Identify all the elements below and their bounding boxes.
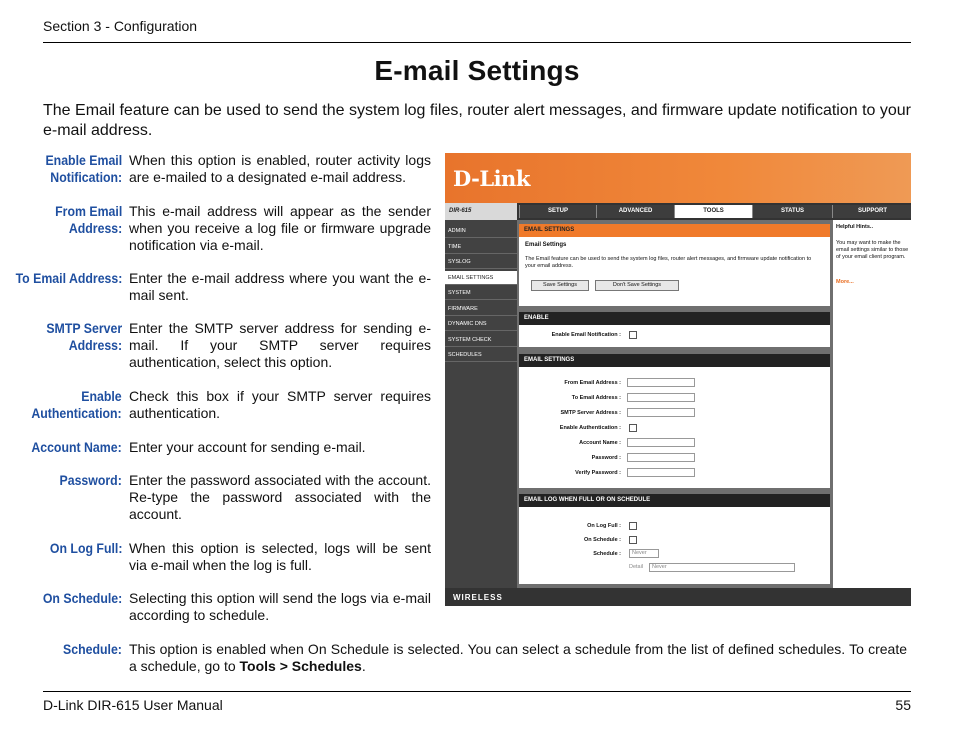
term-line: On Schedule: [42,590,122,606]
top-nav [445,203,911,220]
log-full-label: On Log Full : [587,523,621,529]
save-settings-button[interactable]: Save Settings [531,280,589,291]
term-line: Authentication: [31,405,122,421]
main-panel [519,220,831,588]
footer-rule [43,691,911,692]
definition-term [55,203,122,237]
model-label: DIR-615 [445,203,517,220]
term-line: Enable [81,388,122,404]
field-label: Account Name : [579,440,621,446]
schedule-label: Schedule : [593,551,621,557]
dlink-banner [445,153,911,203]
dont-save-settings-button[interactable]: Don't Save Settings [595,280,679,291]
sidebar-item-email-settings[interactable]: EMAIL SETTINGS [445,271,517,285]
log-full-checkbox[interactable] [629,522,637,530]
dlink-logo: D-Link [453,166,530,191]
nav-tab-advanced[interactable]: ADVANCED [596,205,674,218]
detail-field: Never [649,563,795,572]
email-settings-intro-box [519,224,830,306]
nav-tab-setup[interactable]: SETUP [519,205,596,218]
hints-title: Helpful Hints.. [836,224,873,230]
definition-description: Enter the SMTP server address for sending e-mail. If your SMTP server requires authentication, select this option. [129,320,431,370]
sidebar-item-syslog[interactable]: SYSLOG [445,255,517,269]
nav-tab-status[interactable]: STATUS [752,205,832,218]
field-input[interactable] [627,468,695,477]
field-input[interactable] [627,393,695,402]
wireless-label: WIRELESS [453,593,503,602]
term-line: Address: [68,220,122,236]
term-line: From Email [54,203,122,219]
header-rule [43,42,911,43]
sidebar-item-time[interactable]: TIME [445,240,517,254]
sidebar-item-admin[interactable]: ADMIN [445,224,517,238]
desc-bold-path: Tools > Schedules [239,658,362,674]
field-input[interactable] [627,408,695,417]
definition-term [15,270,122,287]
desc-text: This option is enabled when On Schedule is selected. You can select a schedule from the list of defined schedules. To create a schedule, go to [129,641,907,674]
definition-term [43,590,122,607]
sidebar-item-firmware[interactable]: FIRMWARE [445,302,517,316]
enable-authentication-checkbox[interactable] [629,424,637,432]
definition-term [63,641,122,658]
router-screenshot [445,153,911,606]
field-label: Password : [591,455,621,461]
schedule-select[interactable]: Never [629,549,659,558]
term-line: Enable Email [45,152,122,168]
term-line: Password: [59,472,122,488]
page-number: 55 [895,697,911,713]
field-label: To Email Address : [571,395,621,401]
field-label: Verify Password : [575,470,621,476]
on-schedule-label: On Schedule : [584,537,621,543]
sidebar-item-system-check[interactable]: SYSTEM CHECK [445,333,517,347]
field-label: Enable Authentication : [559,425,621,431]
enable-box [519,312,830,347]
definition-description: Check this box if your SMTP server requires authentication. [129,388,431,421]
definition-term [32,439,122,456]
definition-description: When this option is selected, logs will be sent via e-mail when the log is full. [129,540,431,573]
enable-notification-label: Enable Email Notification : [551,332,621,338]
sidebar-item-dynamic-dns[interactable]: DYNAMIC DNS [445,317,517,331]
definition-term [49,540,122,557]
term-line: On Log Full: [49,540,122,556]
definition-description: This e-mail address will appear as the sender when you receive a log file or firmware upgrade notification via e-mail. [129,203,431,253]
helpful-hints [833,220,911,588]
term-line: To Email Address: [15,270,122,286]
field-input[interactable] [627,438,695,447]
sidebar [445,220,517,606]
field-input[interactable] [627,453,695,462]
definition-description: Enter the e-mail address where you want the e-mail sent. [129,270,431,303]
email-log-heading: EMAIL LOG WHEN FULL OR ON SCHEDULE [519,494,830,507]
sidebar-item-schedules[interactable]: SCHEDULES [445,348,517,362]
definition-description: Enter the password associated with the account. Re-type the password associated with the account. [129,472,431,522]
on-schedule-checkbox[interactable] [629,536,637,544]
panel-description: The Email feature can be used to send the system log files, router alert messages, and firmware update notification to your email address. [525,256,812,269]
definition-term [45,152,122,186]
term-line: Address: [68,337,122,353]
definition-term [60,472,122,489]
footer-manual-title: D-Link DIR-615 User Manual [43,697,223,713]
definition-description: Enter your account for sending e-mail. [129,439,366,455]
term-line: Account Name: [31,439,122,455]
panel-subtitle: Email Settings [525,242,567,248]
section-header: Section 3 - Configuration [43,18,198,34]
email-settings-box [519,354,830,488]
field-label: From Email Address : [564,380,621,386]
field-input[interactable] [627,378,695,387]
more-link[interactable]: More... [836,279,854,285]
definition-term [46,320,122,354]
term-line: SMTP Server [46,320,122,336]
email-settings-heading: EMAIL SETTINGS [519,354,830,367]
definition-description: Selecting this option will send the logs via e-mail according to schedule. [129,590,431,623]
definition-description: When this option is enabled, router activity logs are e-mailed to a designated e-mail address. [129,152,431,185]
intro-paragraph: The Email feature can be used to send the system log files, router alert messages, and firmware update notification to your e-mail address. [43,102,912,139]
page-title: E-mail Settings [374,55,580,86]
definition-term [32,388,122,422]
term-line: Schedule: [63,641,122,657]
wireless-footer-bar [445,588,911,606]
hints-text: You may want to make the email settings similar to those of your email client program. [836,240,909,260]
term-line: Notification: [50,169,122,185]
desc-text-end: . [361,658,366,674]
sidebar-item-system[interactable]: SYSTEM [445,286,517,300]
panel-title: EMAIL SETTINGS [519,224,830,237]
detail-label: Detail [629,564,644,570]
email-log-box [519,494,830,584]
definition-description [129,641,907,675]
field-label: SMTP Server Address : [560,410,621,416]
nav-tab-support[interactable]: SUPPORT [832,205,911,218]
enable-notification-checkbox[interactable] [629,331,637,339]
enable-heading: ENABLE [519,312,830,325]
nav-tab-tools[interactable]: TOOLS [674,205,752,218]
